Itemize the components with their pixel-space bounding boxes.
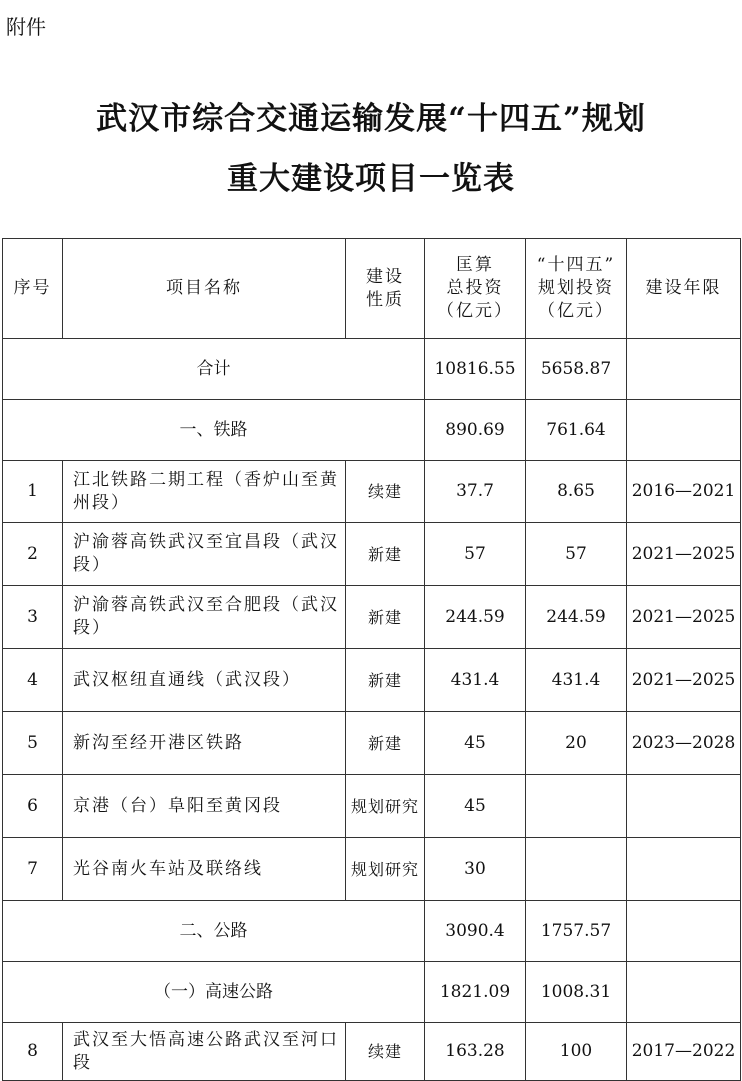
project-name: 武汉枢纽直通线（武汉段） — [63, 649, 346, 712]
project-total-investment: 45 — [425, 712, 526, 775]
project-plan-investment: 20 — [526, 712, 627, 775]
summary-total-investment: 890.69 — [425, 400, 526, 461]
header-total-line-3: （亿元） — [437, 301, 513, 321]
project-years: 2021—2025 — [627, 586, 741, 649]
summary-years — [627, 962, 741, 1023]
header-nature-line-2: 性质 — [366, 289, 404, 310]
header-seq: 序号 — [3, 239, 63, 339]
table-row — [3, 838, 741, 901]
summary-total-investment: 3090.4 — [425, 901, 526, 962]
summary-label: （一）高速公路 — [3, 962, 425, 1023]
project-total-investment: 163.28 — [425, 1023, 526, 1081]
project-seq: 5 — [3, 712, 63, 775]
project-name: 江北铁路二期工程（香炉山至黄州段） — [63, 461, 346, 523]
project-plan-investment — [526, 838, 627, 901]
project-nature: 续建 — [346, 461, 425, 523]
project-seq: 8 — [3, 1023, 63, 1081]
project-name: 沪渝蓉高铁武汉至宜昌段（武汉段） — [63, 523, 346, 586]
header-total-line-2: 总投资 — [446, 278, 504, 298]
project-plan-investment: 57 — [526, 523, 627, 586]
project-seq: 1 — [3, 461, 63, 523]
project-years — [627, 838, 741, 901]
summary-years — [627, 901, 741, 962]
summary-label: 二、公路 — [3, 901, 425, 962]
project-name: 新沟至经开港区铁路 — [63, 712, 346, 775]
summary-plan-investment: 5658.87 — [526, 339, 627, 400]
project-nature: 规划研究 — [346, 838, 425, 901]
project-plan-investment: 100 — [526, 1023, 627, 1081]
project-nature: 续建 — [346, 1023, 425, 1081]
project-plan-investment: 8.65 — [526, 461, 627, 523]
header-plan-line-3: （亿元） — [538, 301, 614, 321]
project-nature: 新建 — [346, 712, 425, 775]
header-plan-line-1: “十四五” — [536, 255, 616, 275]
project-name: 京港（台）阜阳至黄冈段 — [63, 775, 346, 838]
project-years: 2016—2021 — [627, 461, 741, 523]
table-row — [3, 775, 741, 838]
project-years: 2021—2025 — [627, 649, 741, 712]
summary-plan-investment: 1008.31 — [526, 962, 627, 1023]
document-title-line-1: 武汉市综合交通运输发展“十四五”规划 — [96, 101, 646, 137]
header-total-line-1: 匡算 — [456, 255, 494, 275]
project-years: 2023—2028 — [627, 712, 741, 775]
summary-label: 一、铁路 — [3, 400, 425, 461]
table-row — [3, 523, 741, 586]
project-nature: 新建 — [346, 586, 425, 649]
project-seq: 2 — [3, 523, 63, 586]
summary-plan-investment: 1757.57 — [526, 901, 627, 962]
table-row — [3, 649, 741, 712]
table-row — [3, 1023, 741, 1081]
table-row — [3, 586, 741, 649]
summary-row-total — [3, 339, 741, 400]
project-nature: 新建 — [346, 649, 425, 712]
summary-total-investment: 10816.55 — [425, 339, 526, 400]
project-years: 2021—2025 — [627, 523, 741, 586]
project-seq: 6 — [3, 775, 63, 838]
summary-total-investment: 1821.09 — [425, 962, 526, 1023]
header-plan-line-2: 规划投资 — [538, 278, 614, 298]
table-row — [3, 461, 741, 523]
summary-row-railway — [3, 400, 741, 461]
project-name: 光谷南火车站及联络线 — [63, 838, 346, 901]
project-table — [2, 238, 741, 1081]
summary-years — [627, 400, 741, 461]
document-title-line-2: 重大建设项目一览表 — [227, 161, 515, 197]
table-row — [3, 712, 741, 775]
project-total-investment: 45 — [425, 775, 526, 838]
project-plan-investment: 244.59 — [526, 586, 627, 649]
summary-years — [627, 339, 741, 400]
attachment-label: 附件 — [6, 15, 46, 39]
project-years: 2017—2022 — [627, 1023, 741, 1081]
project-name: 武汉至大悟高速公路武汉至河口段 — [63, 1023, 346, 1081]
project-total-investment: 37.7 — [425, 461, 526, 523]
project-seq: 3 — [3, 586, 63, 649]
project-nature: 规划研究 — [346, 775, 425, 838]
header-nature-line-1: 建设 — [366, 266, 404, 287]
table-header-row — [3, 239, 741, 339]
project-plan-investment: 431.4 — [526, 649, 627, 712]
project-total-investment: 30 — [425, 838, 526, 901]
project-seq: 7 — [3, 838, 63, 901]
project-nature: 新建 — [346, 523, 425, 586]
header-total-investment — [425, 239, 526, 339]
project-name: 沪渝蓉高铁武汉至合肥段（武汉段） — [63, 586, 346, 649]
summary-row-highway — [3, 901, 741, 962]
project-seq: 4 — [3, 649, 63, 712]
project-total-investment: 57 — [425, 523, 526, 586]
summary-row-expressway — [3, 962, 741, 1023]
header-plan-investment — [526, 239, 627, 339]
project-years — [627, 775, 741, 838]
header-years: 建设年限 — [627, 239, 741, 339]
summary-plan-investment: 761.64 — [526, 400, 627, 461]
project-total-investment: 431.4 — [425, 649, 526, 712]
project-plan-investment — [526, 775, 627, 838]
header-name: 项目名称 — [63, 239, 346, 339]
summary-label: 合计 — [3, 339, 425, 400]
header-nature — [346, 239, 425, 339]
project-total-investment: 244.59 — [425, 586, 526, 649]
